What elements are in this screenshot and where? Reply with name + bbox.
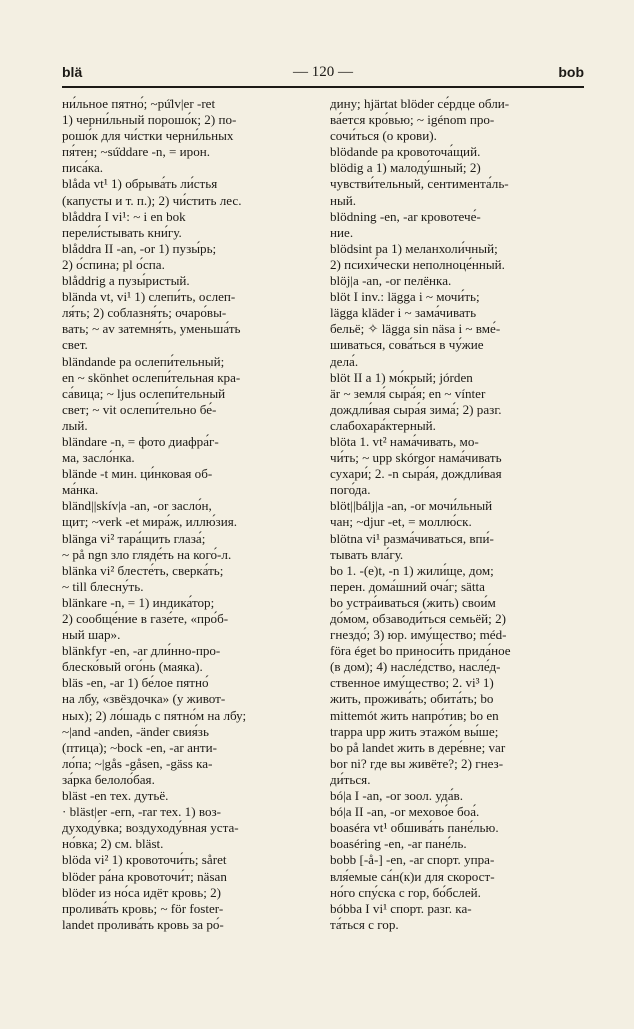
dictionary-line: лый.	[62, 417, 88, 433]
dictionary-line: bó|a II -an, -or мехово́е боа́.	[330, 804, 480, 820]
dictionary-line: до́мом, обзаводи́ться семьёй; 2)	[330, 611, 506, 626]
dictionary-line: blåddra II -an, -or 1) пузы́рь;	[62, 240, 217, 256]
dictionary-line: ных); 2) ло́шадь с пятно́м на лбу;	[62, 707, 247, 723]
dictionary-line: blänkfyr -en, -ar дли́нно-про-	[62, 643, 221, 659]
dictionary-line: 2) психи́чески неполноце́нный.	[330, 256, 505, 272]
dictionary-line: чан; ~djur -et, = моллю́ск.	[330, 514, 472, 530]
dictionary-line: 2) сообще́ние в газе́те, «про́б-	[62, 611, 229, 626]
dictionary-line: свет.	[62, 337, 88, 353]
dictionary-line: är ~ земля́ сыра́я; en ~ vínter	[330, 385, 486, 401]
dictionary-line: blöt||bálj|a -an, -or мочи́льный	[330, 498, 493, 514]
page-header	[62, 62, 584, 84]
dictionary-line: ля́ть; 2) соблазня́ть; очаро́вы-	[62, 305, 227, 321]
dictionary-line: ственное иму́щество; 2. vi³ 1)	[330, 675, 494, 691]
dictionary-line: blände -t мин. ци́нковая об-	[62, 466, 213, 482]
dictionary-line: bobb [-å-] -en, -ar спорт. упра-	[330, 852, 495, 868]
dictionary-line: lägga kläder i ~ зама́чивать	[330, 305, 477, 321]
dictionary-line: но́вка; 2) см. bläst.	[62, 836, 164, 852]
dictionary-line: en ~ skönhet ослепи́тельная кра-	[62, 369, 241, 385]
dictionary-line: bo 1. -(e)t, -n 1) жили́ще, дом;	[330, 562, 494, 578]
dictionary-line: blöt I inv.: lägga i ~ мочи́ть;	[330, 289, 480, 305]
dictionary-line: бельё; ✧ lägga sin näsa i ~ вме́-	[330, 321, 501, 337]
dictionary-line: blänga vi² тара́щить глаза́;	[62, 530, 206, 546]
dictionary-line: ва́ется кро́вью; ~ igénom про-	[330, 112, 495, 128]
dictionary-line: дину; hjärtat blöder се́рдце обли-	[330, 96, 510, 111]
dictionary-line: сочи́ться (о крови).	[330, 128, 437, 144]
dictionary-line: на лбу, «звёздочка» (у живот-	[62, 691, 226, 707]
right-column	[330, 96, 582, 933]
dictionary-line: 2) о́спина; pl о́спа.	[62, 256, 165, 272]
dictionary-line: blödning -en, -ar кровотече́-	[330, 208, 481, 224]
dictionary-line: ло́па; ~|gås -gåsen, -gäss ка-	[62, 755, 213, 771]
dictionary-line: шиваться, сова́ться в чу́жие	[330, 337, 484, 353]
dictionary-line: blöta 1. vt² нама́чивать, мо-	[330, 433, 479, 449]
dictionary-line: рошо́к для чи́стки черни́льных	[62, 128, 234, 144]
dictionary-line: blödsint pa 1) меланхоли́чный;	[330, 240, 498, 256]
dictionary-line: пя́тен; ~sú̇ddare -n, = ирон.	[62, 144, 211, 160]
dictionary-line: вля́емые са́н(к)и для скорост-	[330, 868, 495, 884]
dictionary-line: blänkare -n, = 1) индика́тор;	[62, 594, 215, 610]
dictionary-line: blödig a 1) малоду́шный; 2)	[330, 160, 481, 176]
dictionary-line: чи́ть; ~ upp skórgor нама́чивать	[330, 450, 502, 466]
dictionary-line: blöder ра́на кровоточи́т; näsan	[62, 868, 227, 884]
dictionary-line: bóbba I vi¹ спорт. разг. ка-	[330, 900, 472, 916]
dictionary-line: blöt II a 1) мо́крый; jórden	[330, 369, 473, 385]
dictionary-line: щит; ~verk -et мира́ж, иллю́зия.	[62, 514, 238, 530]
running-head-right: bob	[558, 64, 584, 80]
dictionary-line: 1) черни́льный порошо́к; 2) по-	[62, 112, 237, 128]
dictionary-line: · bläst|er -ern, -rar тех. 1) воз-	[62, 804, 222, 820]
dictionary-line: ма, засло́нка.	[62, 450, 135, 466]
dictionary-line: ние.	[330, 224, 354, 240]
dictionary-line: trappa upp жить этажо́м вы́ше;	[330, 723, 499, 739]
dictionary-line: ~|and -anden, -änder свия́зь	[62, 723, 209, 739]
dictionary-line: чувстви́тельный, сентимента́ль-	[330, 176, 509, 192]
dictionary-line: (в дом); 4) насле́дство, насле́д-	[330, 659, 501, 675]
dictionary-line: (птица); ~bock -en, -ar анти-	[62, 739, 217, 755]
dictionary-line: bor ni? где вы живёте?; 2) гнез-	[330, 755, 504, 771]
dictionary-line: но́го спу́ска с гор, бо́бслей.	[330, 884, 481, 900]
dictionary-line: bo på landet жить в дере́вне; var	[330, 739, 506, 755]
dictionary-line: föra éget bo приноси́ть прида́ное	[330, 643, 511, 659]
dictionary-line: та́ться с гор.	[330, 916, 399, 932]
dictionary-line: boaséring -en, -ar пане́ль.	[330, 836, 467, 852]
dictionary-line: bländ||skív|a -an, -or засло́н,	[62, 498, 212, 514]
header-rule	[62, 86, 584, 88]
dictionary-line: ~ till блесну́ть.	[62, 578, 144, 594]
dictionary-line: ный.	[330, 192, 357, 208]
dictionary-line: bländare -n, = фото диафра́г-	[62, 433, 219, 449]
dictionary-line: вать; ~ av затемня́ть, уменьша́ть	[62, 321, 241, 337]
dictionary-line: blödande pa кровоточа́щий.	[330, 144, 481, 160]
dictionary-line: пролива́ть кровь; ~ för foster-	[62, 900, 224, 916]
dictionary-line: дела́.	[330, 353, 359, 369]
dictionary-line: blötna vi¹ разма́чиваться, впи́-	[330, 530, 494, 546]
dictionary-line: перели́стывать кни́гу.	[62, 224, 182, 240]
dictionary-line: blända vt, vi¹ 1) слепи́ть, ослеп-	[62, 289, 236, 305]
dictionary-line: boaséra vt¹ обшива́ть пане́лью.	[330, 820, 499, 836]
dictionary-line: писа́ка.	[62, 160, 104, 176]
dictionary-line: blåddrig a пузы́ристый.	[62, 273, 190, 289]
dictionary-line: блеско́вый ого́нь (маяка).	[62, 659, 203, 675]
dictionary-line: духоду́вка; воздуходу́вная уста-	[62, 820, 239, 836]
dictionary-line: blöj|a -an, -or пелёнка.	[330, 273, 452, 289]
dictionary-line: bo устра́иваться (жить) свои́м	[330, 594, 496, 610]
dictionary-line: тывать вла́гу.	[330, 546, 404, 562]
dictionary-line: mittemót жить напро́тив; bo en	[330, 707, 499, 723]
dictionary-line: гнездо́; 3) юр. иму́щество; méd-	[330, 627, 507, 643]
dictionary-line: blöder из но́са идёт кровь; 2)	[62, 884, 222, 900]
page-number: — 120 —	[293, 64, 353, 80]
dictionary-line: blåda vt¹ 1) обрыва́ть ли́стья	[62, 176, 218, 192]
dictionary-line: bländande pa ослепи́тельный;	[62, 353, 225, 369]
dictionary-line: са́вица; ~ ljus ослепи́тельный	[62, 385, 226, 401]
dictionary-line: bläst -en тех. дутьё.	[62, 788, 169, 804]
dictionary-line: ди́ться.	[330, 771, 371, 787]
dictionary-line: жить, прожива́ть; обита́ть; bo	[330, 691, 494, 707]
dictionary-line: пого́да.	[330, 482, 371, 498]
dictionary-line: дождли́вая сыра́я зима́; 2) разг.	[330, 401, 502, 417]
dictionary-line: bläs -en, -ar 1) бе́лое пятно́	[62, 675, 209, 691]
dictionary-line: blåddra I vi¹: ~ i en bok	[62, 208, 186, 224]
dictionary-line: (капусты и т. п.); 2) чи́стить лес.	[62, 192, 242, 208]
left-column	[62, 96, 309, 933]
dictionary-line: перен. дома́шний оча́г; sätta	[330, 578, 485, 594]
dictionary-line: ~ på ngn зло гляде́ть на кого́-л.	[62, 546, 232, 562]
dictionary-line: blänka vi² блесте́ть, сверка́ть;	[62, 562, 224, 578]
dictionary-line: за́рка белоло́бая.	[62, 771, 155, 787]
dictionary-line: landet пролива́ть кровь за ро́-	[62, 916, 224, 932]
dictionary-line: blöda vi² 1) кровоточи́ть; såret	[62, 852, 227, 868]
dictionary-line: bó|a I -an, -or зоол. уда́в.	[330, 788, 463, 804]
dictionary-line: сухари́; 2. -n сыра́я, дождли́вая	[330, 466, 502, 482]
dictionary-line: ни́льное пятно́; ~pú̇lv|er -ret	[62, 96, 216, 111]
dictionary-line: ма́нка.	[62, 482, 99, 498]
running-head-left: blä	[62, 64, 83, 80]
dictionary-line: ный шар».	[62, 627, 121, 643]
dictionary-line: свет; ~ vit ослепи́тельно бе́-	[62, 401, 217, 417]
dictionary-line: слабохара́ктерный.	[330, 417, 436, 433]
